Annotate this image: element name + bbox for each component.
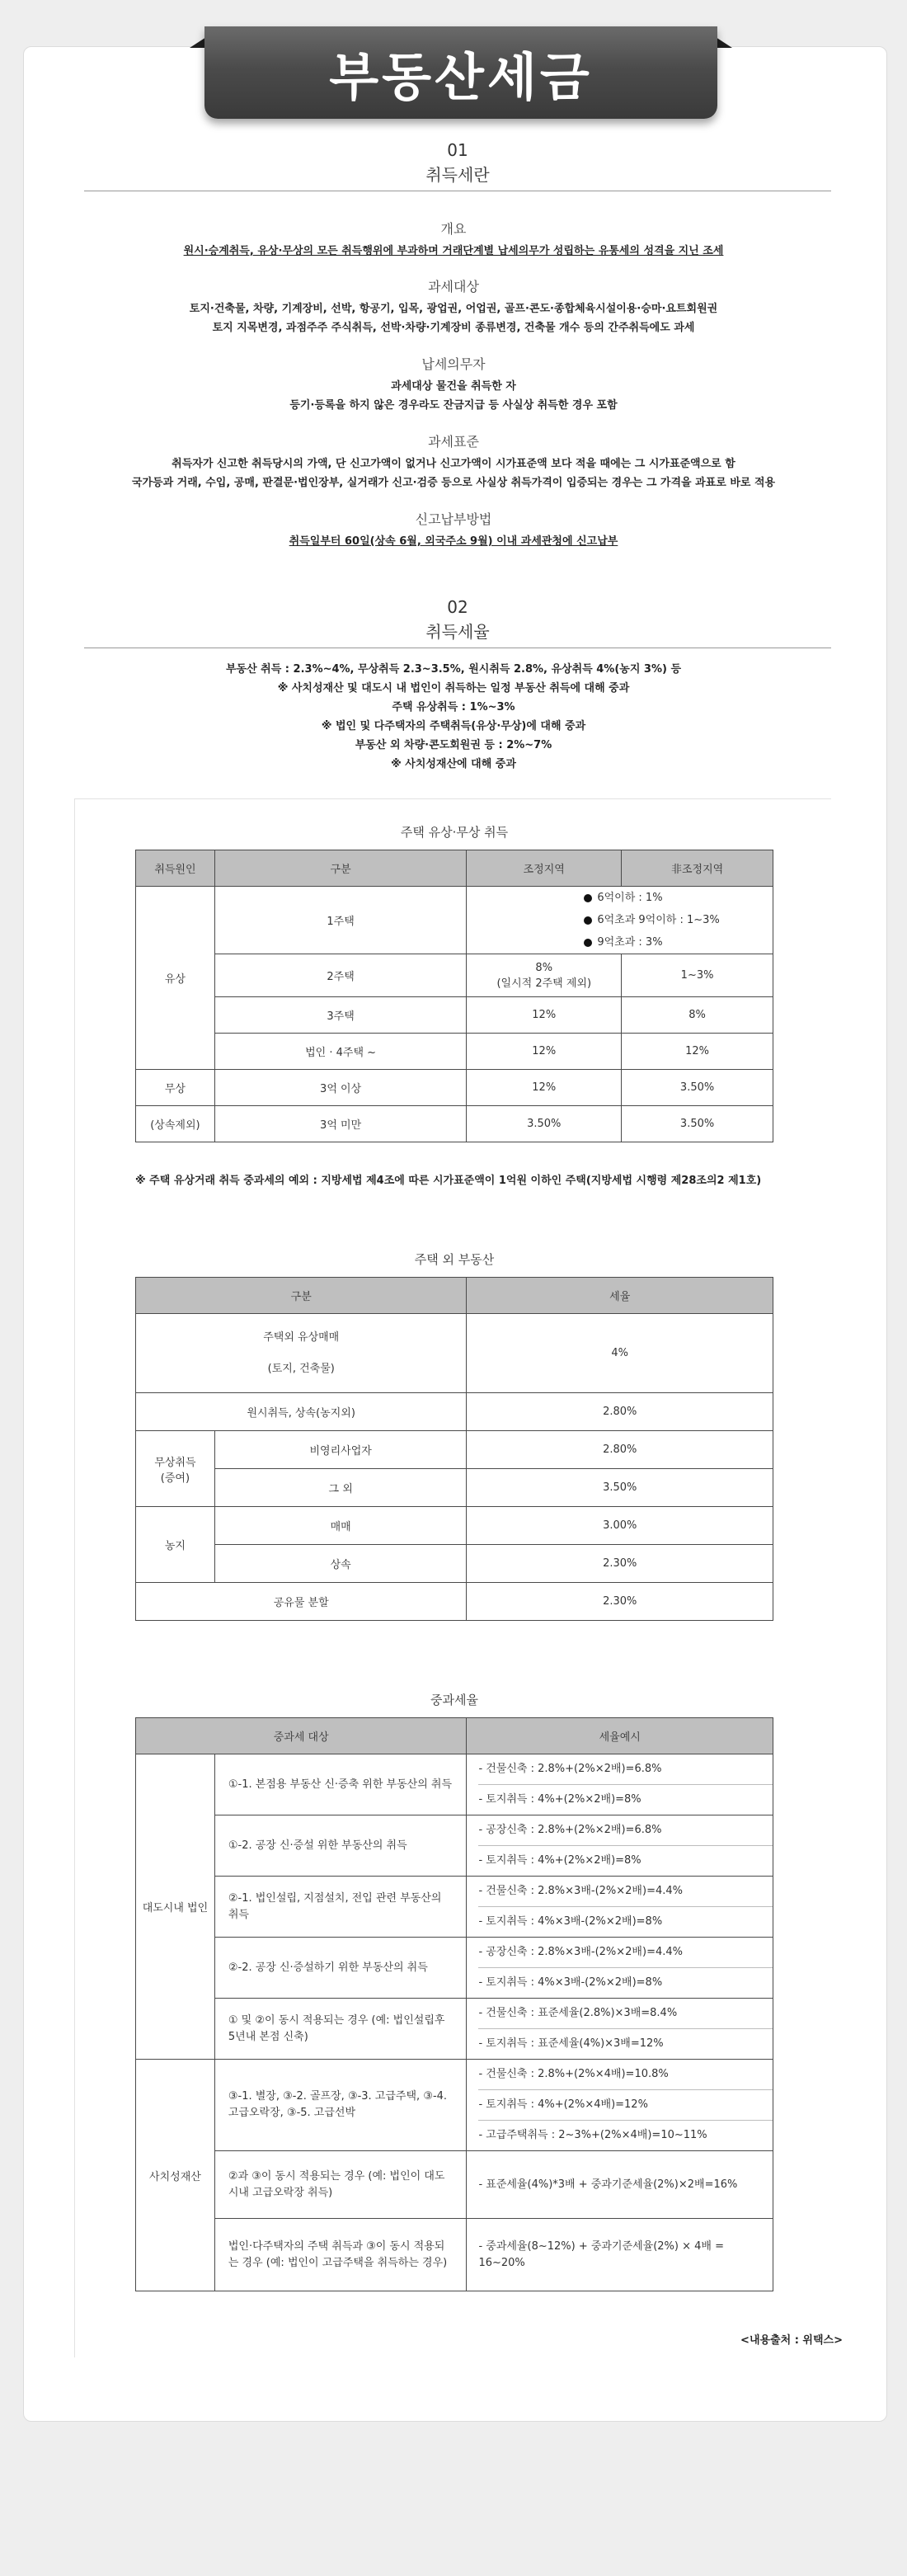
taxpayer-block [49, 355, 858, 415]
objects-line-1: 토지·건축물, 차량, 기계장비, 선박, 항공기, 입목, 광업권, 어업권, 골프·콘도·종합체육시설이용·승마·요트회원권 [189, 303, 718, 315]
table-row [136, 1999, 773, 2060]
rate-line: ※ 사치성재산 및 대도시 내 법인이 취득하는 일정 부동산 취득에 대해 중과 [277, 682, 630, 695]
table-row [136, 997, 773, 1034]
adjusted-cell: 12% [467, 1034, 622, 1070]
section-1-header [84, 140, 831, 191]
column-header: 조정지역 [467, 850, 622, 887]
cause-cell: (상속제외) [136, 1106, 215, 1142]
rate-line: ※ 법인 및 다주택자의 주택취득(유상·무상)에 대해 중과 [321, 720, 586, 732]
category-cell: 주택외 유상매매 (토지, 건축물) [136, 1314, 467, 1393]
rate-cell: 2.80% [467, 1393, 773, 1431]
group-cell: 무상취득 (증여) [136, 1431, 215, 1507]
bullet-icon [584, 894, 592, 902]
table-row [136, 1545, 773, 1583]
category-cell: 2주택 [214, 954, 466, 997]
example-cell: - 건물신축 : 2.8%×3배-(2%×2배)=4.4% - 토지취득 : 4%×3배-(2%×2배)=8% [467, 1877, 773, 1938]
example-cell: - 건물신축 : 2.8%+(2%×4배)=10.8% - 토지취득 : 4%+(2%×4배)=12% - 고급주택취득 : 2~3%+(2%×4배)=10~11% [467, 2060, 773, 2151]
table-row [136, 1507, 773, 1545]
heavy-tax-table [135, 1717, 773, 2291]
column-header: 구분 [136, 1278, 467, 1314]
nonadjusted-cell: 12% [622, 1034, 773, 1070]
bullet-icon [584, 916, 592, 925]
group-cell: 대도시내 법인 [136, 1754, 215, 2060]
rate-summary [49, 660, 858, 774]
table-1-note: ※ 주택 유상거래 취득 중과세의 예외 : 지방세법 제4조에 따른 시가표준액이 1억원 이하인 주택(지방세법 시행령 제28조의2 제1호) [135, 1175, 762, 1187]
table-header-row [136, 850, 773, 887]
rate-item: 6억초과 9억이하 : 1~3% [584, 909, 773, 931]
table-row [136, 1314, 773, 1393]
objects-line-2: 토지 지목변경, 과점주주 주식취득, 선박·차량·기계장비 종류변경, 건축물 개수 등의 간주취득에도 과세 [212, 322, 695, 334]
example-cell: - 표준세율(4%)*3배 + 중과기준세율(2%)×2배=16% [467, 2151, 773, 2219]
example-cell: - 건물신축 : 표준세율(2.8%)×3배=8.4% - 토지취득 : 표준세율(4%)×3배=12% [467, 1999, 773, 2060]
table-row [136, 2060, 773, 2151]
table-header-row [136, 1718, 773, 1754]
cause-cell: 유상 [136, 887, 215, 1070]
group-cell: 농지 [136, 1507, 215, 1583]
cause-cell: 무상 [136, 1070, 215, 1106]
non-house-table [135, 1277, 773, 1621]
table-3-caption: 중과세율 [430, 1693, 478, 1707]
section-2-number: 02 [447, 597, 468, 617]
target-cell: ②-1. 법인설립, 지점설치, 전입 관련 부동산의 취득 [214, 1877, 467, 1938]
table-row [136, 887, 773, 954]
standard-heading: 과세표준 [428, 434, 479, 450]
category-cell: 원시취득, 상속(농지외) [136, 1393, 467, 1431]
table-row [136, 1815, 773, 1877]
example-cell: - 공장신축 : 2.8%+(2%×2배)=6.8% - 토지취득 : 4%+(2%×2배)=8% [467, 1815, 773, 1877]
category-cell: 그 외 [214, 1469, 467, 1507]
table-row [136, 954, 773, 997]
category-cell: 매매 [214, 1507, 467, 1545]
filing-text: 취득일부터 60일(상속 6월, 외국주소 9월) 이내 과세관청에 신고납부 [289, 535, 618, 548]
nonadjusted-cell: 8% [622, 997, 773, 1034]
rate-cell: 2.30% [467, 1583, 773, 1621]
example-cell: - 공장신축 : 2.8%×3배-(2%×2배)=4.4% - 토지취득 : 4%×3배-(2%×2배)=8% [467, 1938, 773, 1999]
target-cell: ②과 ③이 동시 적용되는 경우 (예: 법인이 대도시내 고급오락장 취득) [214, 2151, 467, 2219]
column-header: 非조정지역 [622, 850, 773, 887]
section-2-title: 취득세율 [425, 622, 490, 642]
section-2-header [84, 597, 831, 648]
objects-block [49, 277, 858, 337]
table-row [136, 1106, 773, 1142]
category-cell: 상속 [214, 1545, 467, 1583]
overview-block [49, 219, 858, 261]
table-row [136, 1393, 773, 1431]
nonadjusted-cell: 1~3% [622, 954, 773, 997]
overview-text: 원시·승계취득, 유상·무상의 모든 취득행위에 부과하며 거래단계별 납세의무가 성립하는 유통세의 성격을 지닌 조세 [183, 245, 724, 257]
category-cell: 3억 이상 [214, 1070, 466, 1106]
category-cell: 1주택 [214, 887, 466, 954]
rate-cell: 2.80% [467, 1431, 773, 1469]
group-cell: 사치성재산 [136, 2060, 215, 2291]
column-header: 세율 [467, 1278, 773, 1314]
table-header-row [136, 1278, 773, 1314]
standard-line-2: 국가등과 거래, 수입, 공매, 판결문·법인장부, 실거래가 신고·검증 등으로 사실상 취득가격이 입증되는 경우는 그 가격을 과표로 바로 적용 [131, 477, 776, 489]
category-cell: 3주택 [214, 997, 466, 1034]
category-cell: 3억 미만 [214, 1106, 466, 1142]
rate-line: 주택 유상취득 : 1%~3% [392, 701, 515, 713]
rate-line: ※ 사치성재산에 대해 중과 [391, 758, 516, 770]
table-row [136, 1070, 773, 1106]
rate-cell: 3.50% [467, 1469, 773, 1507]
table-row [136, 1034, 773, 1070]
target-cell: ①-1. 본점용 부동산 신·증축 위한 부동산의 취득 [214, 1754, 467, 1815]
table-row [136, 1431, 773, 1469]
table-2-caption: 주택 외 부동산 [414, 1252, 495, 1267]
table-1-caption: 주택 유상·무상 취득 [400, 825, 509, 840]
table-row [136, 1754, 773, 1815]
rate-item: 9억초과 : 3% [584, 931, 773, 954]
example-cell: - 중과세율(8~12%) + 중과기준세율(2%) × 4배 = 16~20% [467, 2219, 773, 2291]
rate-cell: 2.30% [467, 1545, 773, 1583]
overview-heading: 개요 [440, 221, 467, 237]
table-row [136, 2219, 773, 2291]
house-acquisition-table [135, 850, 773, 1142]
rate-line: 부동산 외 차량·콘도회원권 등 : 2%~7% [355, 739, 552, 751]
one-house-rates [467, 887, 773, 954]
target-cell: ③-1. 별장, ③-2. 골프장, ③-3. 고급주택, ③-4. 고급오락장, ③-5. 고급선박 [214, 2060, 467, 2151]
nonadjusted-cell: 3.50% [622, 1106, 773, 1142]
example-cell: - 건물신축 : 2.8%+(2%×2배)=6.8% - 토지취득 : 4%+(2%×2배)=8% [467, 1754, 773, 1815]
nonadjusted-cell: 3.50% [622, 1070, 773, 1106]
bullet-icon [584, 939, 592, 947]
standard-line-1: 취득자가 신고한 취득당시의 가액, 단 신고가액이 없거나 신고가액이 시가표준액 보다 적을 때에는 그 시가표준액으로 함 [172, 458, 735, 470]
title-banner [204, 26, 717, 119]
category-cell: 비영리사업자 [214, 1431, 467, 1469]
target-cell: ① 및 ②이 동시 적용되는 경우 (예: 법인설립후 5년내 본점 신축) [214, 1999, 467, 2060]
adjusted-cell: 12% [467, 997, 622, 1034]
objects-heading: 과세대상 [428, 279, 479, 294]
table-row [136, 2151, 773, 2219]
source-credit: <내용출처 : 위택스> [740, 2334, 843, 2347]
standard-block [49, 432, 858, 492]
filing-block [49, 510, 858, 551]
page-title: 부동산세금 [329, 46, 593, 107]
category-cell: 법인 · 4주택 ~ [214, 1034, 466, 1070]
section-1-number: 01 [447, 140, 468, 160]
column-header: 세율예시 [467, 1718, 773, 1754]
taxpayer-heading: 납세의무자 [421, 356, 486, 372]
taxpayer-line-1: 과세대상 물건을 취득한 자 [391, 380, 516, 393]
target-cell: 법인·다주택자의 주택 취득과 ③이 동시 적용되는 경우 (예: 법인이 고급주택을 취득하는 경우) [214, 2219, 467, 2291]
filing-heading: 신고납부방법 [415, 511, 492, 527]
section-1-title: 취득세란 [425, 165, 490, 185]
category-cell: 공유물 분할 [136, 1583, 467, 1621]
column-header: 중과세 대상 [136, 1718, 467, 1754]
table-row [136, 1877, 773, 1938]
table-row [136, 1938, 773, 1999]
rate-cell: 4% [467, 1314, 773, 1393]
column-header: 취득원인 [136, 850, 215, 887]
adjusted-cell: 12% [467, 1070, 622, 1106]
target-cell: ②-2. 공장 신·증설하기 위한 부동산의 취득 [214, 1938, 467, 1999]
rate-cell: 3.00% [467, 1507, 773, 1545]
table-row [136, 1583, 773, 1621]
taxpayer-line-2: 등기·등록을 하지 않은 경우라도 잔금지급 등 사실상 취득한 경우 포함 [289, 399, 618, 412]
adjusted-cell: 8% (일시적 2주택 제외) [467, 954, 622, 997]
column-header: 구분 [214, 850, 466, 887]
target-cell: ①-2. 공장 신·증설 위한 부동산의 취득 [214, 1815, 467, 1877]
adjusted-cell: 3.50% [467, 1106, 622, 1142]
table-row [136, 1469, 773, 1507]
rate-line: 부동산 취득 : 2.3%~4%, 무상취득 2.3~3.5%, 원시취득 2.8%, 유상취득 4%(농지 3%) 등 [225, 663, 682, 676]
rate-item: 6억이하 : 1% [584, 887, 773, 909]
